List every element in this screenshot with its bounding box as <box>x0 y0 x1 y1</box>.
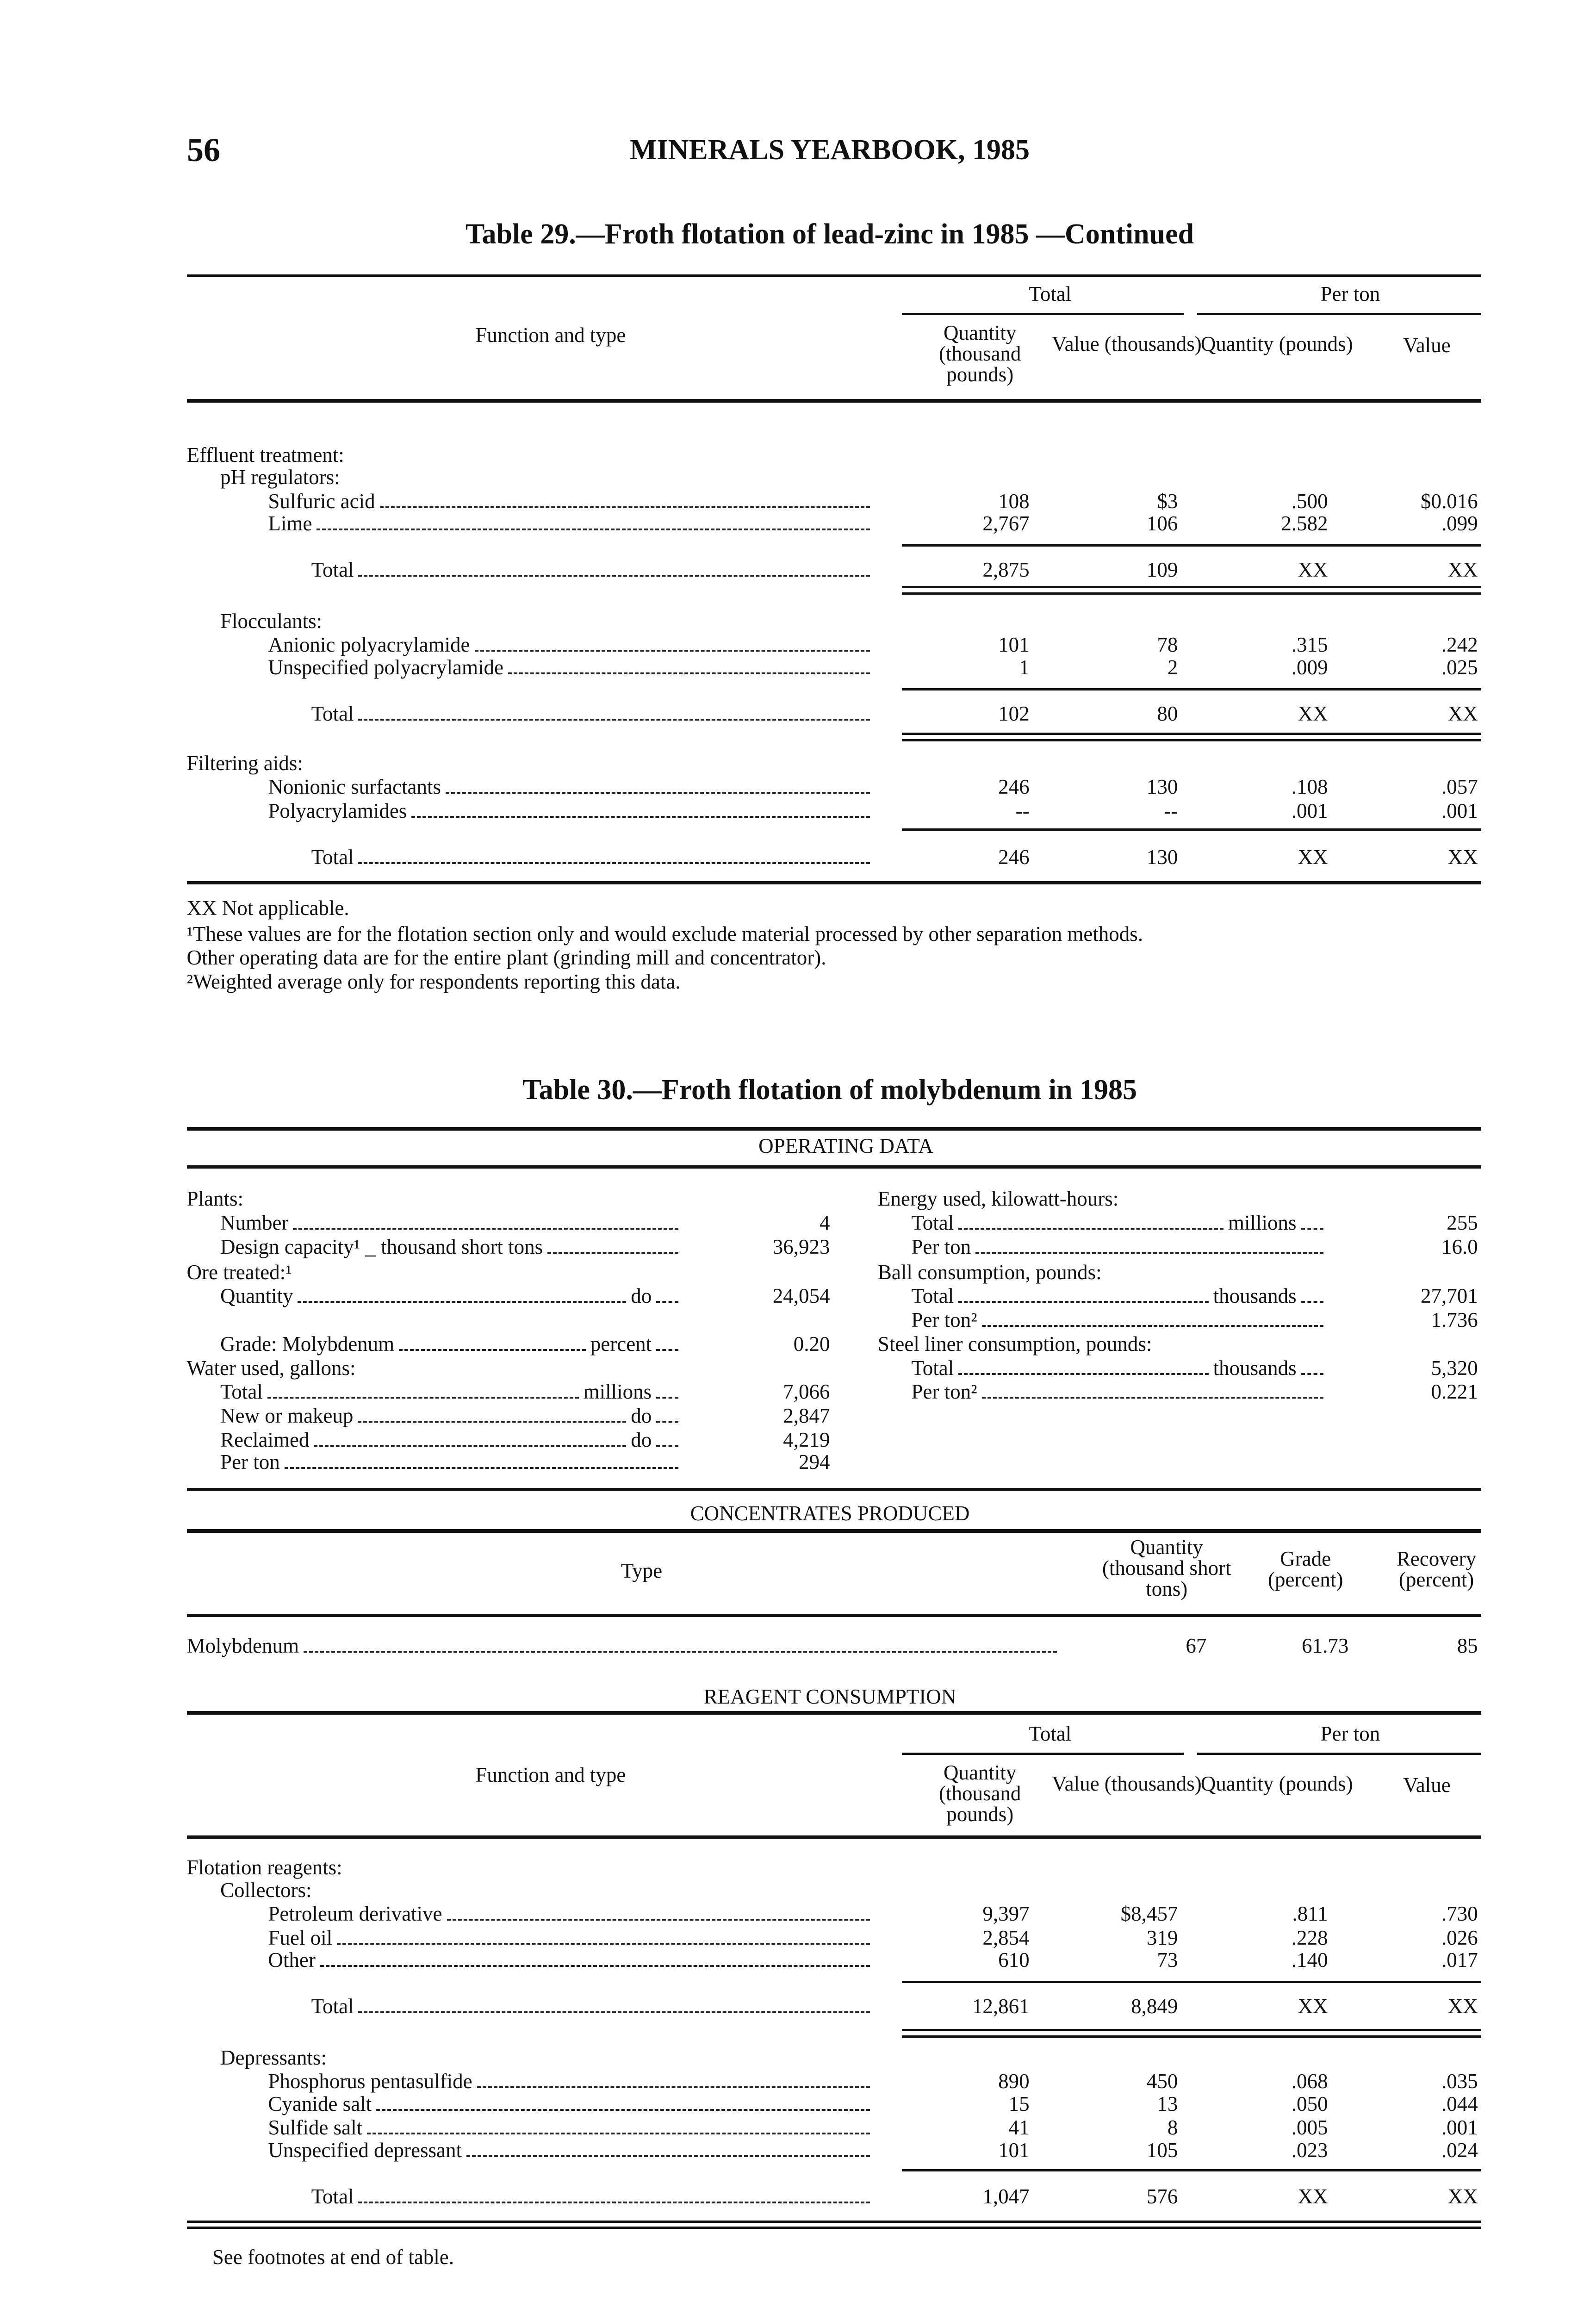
table-rule <box>902 828 1481 831</box>
operating-row <box>187 1261 683 1283</box>
dot-leader <box>958 1359 1208 1375</box>
cell-value: 8,849 <box>1131 1995 1178 2018</box>
column-header: Quantity (thousand short tons) <box>1102 1536 1231 1601</box>
cell-value: -- <box>1164 799 1178 822</box>
row-label: Grade: Molybdenum <box>220 1332 395 1356</box>
row-label: Filtering aids: <box>186 751 303 775</box>
operating-row <box>220 1236 683 1258</box>
spanner-rule <box>902 1753 1185 1755</box>
operating-row <box>187 1357 683 1379</box>
operating-value: 24,054 <box>772 1284 830 1308</box>
row-label: Collectors: <box>220 1878 312 1902</box>
row-unit: do <box>631 1428 652 1451</box>
row-label: Total <box>911 1284 954 1308</box>
cell-value: .025 <box>1441 655 1478 679</box>
group-heading <box>220 466 875 488</box>
row-label: Sulfide salt <box>268 2116 363 2140</box>
operating-row <box>220 1333 683 1355</box>
row-label: Per ton <box>911 1235 971 1258</box>
group-heading <box>220 610 875 632</box>
operating-row <box>911 1285 1328 1307</box>
operating-row <box>187 1188 683 1210</box>
operating-row <box>220 1285 683 1307</box>
dot-leader <box>411 802 870 818</box>
dot-leader <box>376 2095 870 2111</box>
table-rule <box>187 1165 1481 1169</box>
section-heading: CONCENTRATES PRODUCED <box>690 1501 970 1525</box>
operating-row <box>220 1429 683 1451</box>
table-rule <box>187 1835 1481 1839</box>
cell-value: 101 <box>998 2138 1030 2162</box>
dot-leader <box>304 1636 1057 1653</box>
column-header: Value (thousands) <box>1052 332 1202 355</box>
cell-value: .057 <box>1441 775 1478 799</box>
row-label: Total <box>311 846 354 869</box>
operating-value: 0.221 <box>1431 1380 1478 1404</box>
data-row <box>268 800 875 822</box>
row-label: Other <box>268 1948 316 1972</box>
cell-value: XX <box>1298 846 1328 869</box>
operating-value: 36,923 <box>772 1235 830 1258</box>
dot-leader <box>358 560 870 577</box>
double-rule <box>902 739 1481 741</box>
table-rule <box>187 1488 1481 1492</box>
cell-value: XX <box>1447 558 1478 582</box>
row-label: Ball consumption, pounds: <box>877 1260 1102 1284</box>
dot-leader <box>367 2118 870 2134</box>
row-label: Flotation reagents: <box>186 1856 342 1879</box>
cell-value: .228 <box>1291 1926 1328 1949</box>
row-label: Molybdenum <box>186 1634 299 1657</box>
row-label: Energy used, kilowatt-hours: <box>877 1187 1119 1211</box>
cell-value: XX <box>1298 2184 1328 2208</box>
cell-value: 2,767 <box>982 512 1030 535</box>
row-label: Depressants: <box>220 2046 327 2069</box>
row-label: Polyacrylamides <box>268 799 407 822</box>
group-heading <box>220 2047 875 2069</box>
data-row <box>268 1949 875 1971</box>
dot-leader <box>358 1997 870 2013</box>
data-row <box>268 2139 875 2161</box>
cell-value: -- <box>1015 799 1030 822</box>
page-number: 56 <box>187 131 220 168</box>
cell-value: 106 <box>1146 512 1178 535</box>
table-bottom-rule <box>187 881 1481 885</box>
dot-leader <box>547 1238 678 1254</box>
cell-value: 73 <box>1157 1948 1178 1972</box>
data-row <box>268 634 875 656</box>
row-unit: thousands <box>1213 1284 1297 1308</box>
cell-value: XX <box>1298 702 1328 725</box>
row-unit: percent <box>590 1332 652 1356</box>
row-label: Plants: <box>186 1187 244 1211</box>
cell-value: XX <box>1298 558 1328 582</box>
spanner-rule <box>1197 1753 1481 1755</box>
cell-value: 85 <box>1457 1634 1478 1657</box>
operating-value: 0.20 <box>793 1332 830 1356</box>
cell-value: .068 <box>1291 2070 1328 2093</box>
double-rule <box>187 2221 1481 2223</box>
dot-leader <box>447 1904 870 1921</box>
cell-value: 1 <box>1019 655 1030 679</box>
operating-value: 4 <box>820 1211 830 1234</box>
dot-leader <box>317 514 870 530</box>
double-rule <box>902 586 1481 588</box>
cell-value: XX <box>1447 2184 1478 2208</box>
row-label: Per ton <box>220 1450 280 1474</box>
dot-leader <box>975 1238 1323 1254</box>
cell-value: 2,854 <box>982 1926 1030 1949</box>
cell-value: 130 <box>1146 775 1178 799</box>
total-row <box>311 2185 875 2208</box>
table-rule <box>187 1127 1481 1131</box>
cell-value: .099 <box>1441 512 1478 535</box>
running-head: MINERALS YEARBOOK, 1985 <box>629 134 1030 166</box>
row-label: Per ton² <box>911 1380 977 1404</box>
operating-value: 1.736 <box>1431 1308 1478 1332</box>
row-label: New or makeup <box>220 1404 354 1428</box>
table-rule <box>187 1614 1481 1617</box>
dot-leader <box>399 1335 586 1351</box>
double-rule <box>902 592 1481 595</box>
cell-value: 576 <box>1146 2184 1178 2208</box>
group-heading <box>187 1856 875 1879</box>
operating-row <box>220 1381 683 1403</box>
column-header: Type <box>621 1559 663 1582</box>
operating-value: 27,701 <box>1421 1284 1478 1308</box>
cell-value: 246 <box>998 775 1030 799</box>
dot-leader <box>656 1287 678 1303</box>
group-heading <box>187 752 875 774</box>
data-row <box>268 656 875 678</box>
data-row <box>268 2093 875 2115</box>
operating-row <box>878 1261 1328 1283</box>
dot-leader <box>337 1928 870 1945</box>
dot-leader <box>358 704 870 721</box>
table-note: See footnotes at end of table. <box>212 2245 454 2269</box>
dot-leader <box>475 635 870 652</box>
cell-value: .050 <box>1291 2092 1328 2115</box>
table-rule <box>187 1529 1481 1533</box>
cell-value: .500 <box>1291 489 1328 513</box>
table-top-rule <box>187 274 1481 277</box>
dot-leader <box>656 1335 678 1351</box>
cell-value: 450 <box>1146 2070 1178 2093</box>
cell-value: .005 <box>1291 2116 1328 2140</box>
row-label: Lime <box>268 512 312 535</box>
cell-value: 102 <box>998 702 1030 725</box>
row-unit: do <box>631 1404 652 1428</box>
data-row <box>268 1927 875 1949</box>
group-heading <box>220 1879 875 1901</box>
column-header: Quantity (pounds) <box>1200 1772 1353 1795</box>
data-row <box>268 776 875 798</box>
row-label: Effluent treatment: <box>186 443 344 467</box>
dot-leader <box>982 1382 1323 1399</box>
row-label: Ore treated:¹ <box>186 1260 292 1284</box>
data-row <box>268 2116 875 2139</box>
dot-leader <box>656 1382 678 1399</box>
row-label: Total <box>311 702 354 725</box>
header-total: Total <box>1029 282 1072 305</box>
row-label: Reclaimed <box>220 1428 310 1451</box>
section-heading: OPERATING DATA <box>758 1134 933 1158</box>
cell-value: 61.73 <box>1302 1634 1349 1657</box>
row-label: Unspecified depressant <box>268 2138 462 2162</box>
column-header: Quantity (thousand pounds) <box>938 321 1021 386</box>
cell-value: .044 <box>1441 2092 1478 2115</box>
dot-leader <box>380 492 870 508</box>
column-header: Recovery (percent) <box>1396 1547 1477 1591</box>
header-total: Total <box>1029 1722 1072 1745</box>
column-header: Value <box>1403 1773 1451 1797</box>
row-label: Petroleum derivative <box>268 1902 442 1926</box>
row-label: Steel liner consumption, pounds: <box>877 1332 1152 1356</box>
cell-value: 12,861 <box>972 1995 1030 2018</box>
spanner-rule <box>902 313 1185 315</box>
cell-value: 15 <box>1008 2092 1030 2115</box>
row-label: Sulfuric acid <box>268 489 375 513</box>
operating-value: 16.0 <box>1441 1235 1478 1258</box>
cell-value: 246 <box>998 846 1030 869</box>
operating-value: 7,066 <box>783 1380 830 1404</box>
column-header: Quantity (thousand pounds) <box>938 1760 1021 1826</box>
double-rule <box>187 2227 1481 2229</box>
cell-value: XX <box>1447 702 1478 725</box>
cell-value: 610 <box>998 1948 1030 1972</box>
cell-value: .009 <box>1291 655 1328 679</box>
row-label: Total <box>311 1995 354 2018</box>
dot-leader <box>1301 1213 1323 1230</box>
row-label: Anionic polyacrylamide <box>268 633 470 657</box>
row-label: Total <box>311 2184 354 2208</box>
operating-value: 4,219 <box>783 1428 830 1451</box>
footnote: XX Not applicable. <box>186 896 349 920</box>
cell-value: .001 <box>1441 2116 1478 2140</box>
header-function-type: Function and type <box>475 1763 626 1787</box>
column-header: Value <box>1403 334 1451 357</box>
column-header: Quantity (pounds) <box>1200 332 1353 355</box>
row-label: Flocculants: <box>220 609 322 633</box>
header-function-type: Function and type <box>475 323 626 347</box>
cell-value: .811 <box>1292 1902 1328 1926</box>
dot-leader <box>982 1311 1323 1327</box>
operating-row <box>911 1381 1328 1403</box>
cell-value: .242 <box>1441 633 1478 657</box>
dot-leader <box>285 1453 678 1469</box>
cell-value: 8 <box>1167 2116 1178 2140</box>
table-rule <box>902 2169 1481 2171</box>
cell-value: 41 <box>1008 2116 1030 2140</box>
total-row <box>311 1995 875 2017</box>
cell-value: 2.582 <box>1281 512 1328 535</box>
cell-value: $8,457 <box>1120 1902 1178 1926</box>
data-row <box>268 1903 875 1925</box>
operating-row <box>878 1333 1328 1355</box>
row-unit: thousands <box>1213 1356 1297 1380</box>
row-label: pH regulators: <box>220 466 340 489</box>
concentrate-row <box>187 1635 1062 1657</box>
cell-value: XX <box>1447 846 1478 869</box>
cell-value: 9,397 <box>982 1902 1030 1926</box>
cell-value: .108 <box>1291 775 1328 799</box>
double-rule <box>902 2035 1481 2038</box>
operating-row <box>220 1451 683 1473</box>
cell-value: .001 <box>1291 799 1328 822</box>
dot-leader <box>358 848 870 864</box>
dot-leader <box>1301 1359 1323 1375</box>
operating-row <box>220 1405 683 1427</box>
row-label: Unspecified polyacrylamide <box>268 655 503 679</box>
cell-value: 1,047 <box>982 2184 1030 2208</box>
row-label: Phosphorus pentasulfide <box>268 2070 472 2093</box>
row-label: Total <box>911 1356 954 1380</box>
cell-value: 890 <box>998 2070 1030 2093</box>
operating-row <box>911 1357 1328 1379</box>
cell-value: .026 <box>1441 1926 1478 1949</box>
cell-value: .315 <box>1291 633 1328 657</box>
cell-value: .001 <box>1441 799 1478 822</box>
table30-title: Table 30.—Froth flotation of molybdenum in 1985 <box>522 1074 1137 1106</box>
data-row <box>268 512 875 535</box>
column-header: Value (thousands) <box>1052 1772 1202 1795</box>
dot-leader <box>1301 1287 1323 1303</box>
dot-leader <box>446 778 870 794</box>
cell-value: $0.016 <box>1421 489 1478 513</box>
table-rule <box>902 544 1481 547</box>
row-unit: millions <box>1228 1211 1297 1234</box>
cell-value: .017 <box>1441 1948 1478 1972</box>
operating-row <box>911 1309 1328 1331</box>
cell-value: 105 <box>1146 2138 1178 2162</box>
dot-leader <box>958 1213 1223 1230</box>
total-row <box>311 846 875 868</box>
total-row <box>311 703 875 725</box>
dot-leader <box>358 2187 870 2203</box>
cell-value: 67 <box>1186 1634 1207 1657</box>
dot-leader <box>958 1287 1208 1303</box>
dot-leader <box>298 1287 626 1303</box>
cell-value: 2,875 <box>982 558 1030 582</box>
table-rule <box>187 1711 1481 1715</box>
operating-value: 294 <box>799 1450 830 1474</box>
row-label: Total <box>220 1380 263 1404</box>
data-row <box>268 490 875 512</box>
dot-leader <box>320 1951 870 1967</box>
cell-value: XX <box>1298 1995 1328 2018</box>
row-label: Per ton² <box>911 1308 977 1332</box>
table-rule <box>902 1981 1481 1983</box>
header-per-ton: Per ton <box>1320 282 1380 305</box>
total-row <box>311 559 875 581</box>
table-rule <box>902 688 1481 690</box>
cell-value: .024 <box>1441 2138 1478 2162</box>
row-label: Number <box>220 1211 289 1234</box>
cell-value: 13 <box>1157 2092 1178 2115</box>
footnote: Other operating data are for the entire plant (grinding mill and concentrator). <box>186 946 826 970</box>
row-label: Total <box>911 1211 954 1234</box>
cell-value: 2 <box>1167 655 1178 679</box>
cell-value: 319 <box>1146 1926 1178 1949</box>
row-label: Total <box>311 558 354 582</box>
row-label: Cyanide salt <box>268 2092 372 2115</box>
spanner-rule <box>1197 313 1481 315</box>
row-label: Design capacity¹ _ thousand short tons <box>220 1235 543 1258</box>
cell-value: .023 <box>1291 2138 1328 2162</box>
row-unit: do <box>631 1284 652 1308</box>
dot-leader <box>267 1382 579 1399</box>
cell-value: 109 <box>1146 558 1178 582</box>
header-per-ton: Per ton <box>1320 1722 1380 1745</box>
dot-leader <box>656 1431 678 1447</box>
section-heading: REAGENT CONSUMPTION <box>703 1685 956 1709</box>
cell-value: $3 <box>1157 489 1178 513</box>
cell-value: 78 <box>1157 633 1178 657</box>
operating-row <box>220 1212 683 1234</box>
cell-value: .035 <box>1441 2070 1478 2093</box>
cell-value: .730 <box>1441 1902 1478 1926</box>
row-label: Fuel oil <box>268 1926 333 1949</box>
cell-value: 80 <box>1157 702 1178 725</box>
header-bottom-rule <box>187 399 1481 403</box>
row-unit: millions <box>583 1380 652 1404</box>
cell-value: .140 <box>1291 1948 1328 1972</box>
dot-leader <box>466 2141 870 2157</box>
footnote: ¹These values are for the flotation section only and would exclude material processed by other separation methods. <box>186 922 1143 946</box>
operating-row <box>911 1212 1328 1234</box>
footnote: ²Weighted average only for respondents reporting this data. <box>186 970 681 993</box>
operating-value: 255 <box>1447 1211 1478 1234</box>
operating-value: 5,320 <box>1431 1356 1478 1380</box>
column-header: Grade (percent) <box>1268 1547 1343 1591</box>
operating-row <box>878 1188 1328 1210</box>
dot-leader <box>656 1406 678 1423</box>
dot-leader <box>314 1431 626 1447</box>
row-label: Nonionic surfactants <box>268 775 441 799</box>
dot-leader <box>358 1406 626 1423</box>
row-label: Quantity <box>220 1284 293 1308</box>
cell-value: 101 <box>998 633 1030 657</box>
operating-row <box>911 1236 1328 1258</box>
double-rule <box>902 2029 1481 2031</box>
cell-value: 130 <box>1146 846 1178 869</box>
dot-leader <box>293 1213 678 1230</box>
dot-leader <box>477 2072 870 2088</box>
table29-title: Table 29.—Froth flotation of lead-zinc in 1985 —Continued <box>465 218 1194 250</box>
row-label: Water used, gallons: <box>186 1356 356 1380</box>
cell-value: XX <box>1447 1995 1478 2018</box>
group-heading <box>187 444 875 466</box>
data-row <box>268 2070 875 2092</box>
double-rule <box>902 733 1481 735</box>
operating-value: 2,847 <box>783 1404 830 1428</box>
cell-value: 108 <box>998 489 1030 513</box>
dot-leader <box>508 658 870 674</box>
